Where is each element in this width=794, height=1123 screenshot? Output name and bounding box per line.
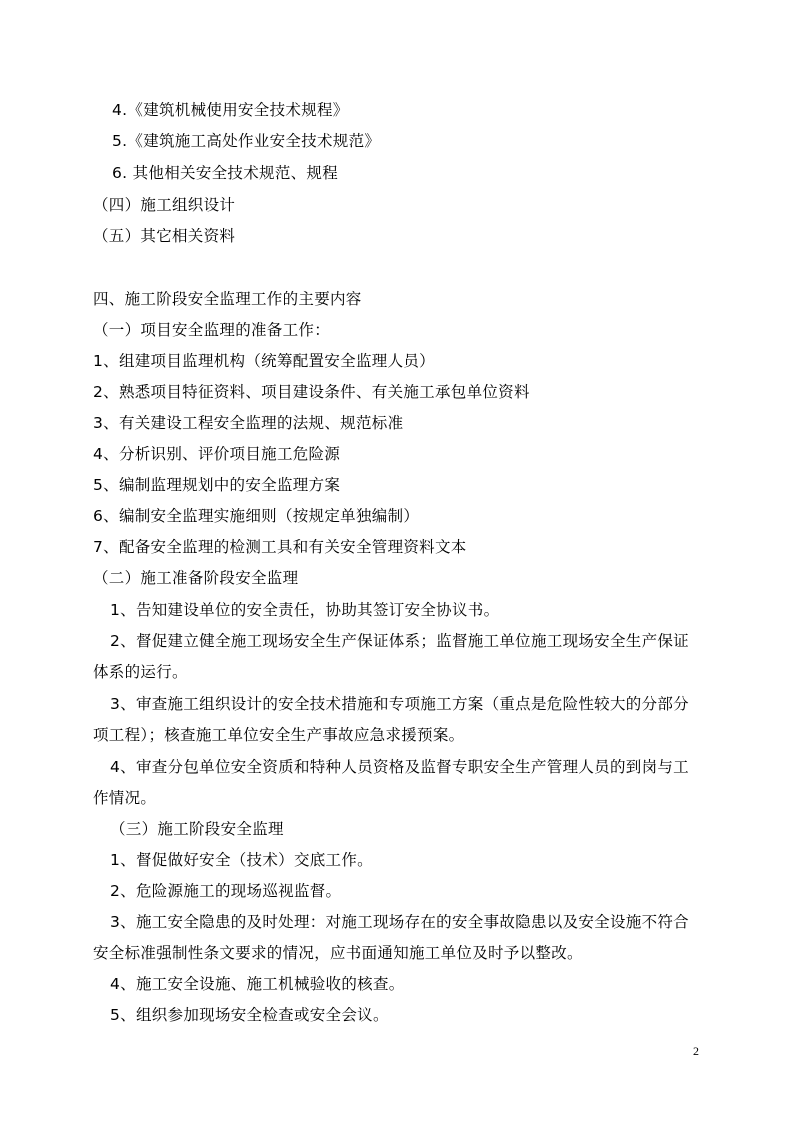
section-heading: （一）项目安全监理的准备工作： (93, 321, 331, 339)
text-line: 4、审查分包单位安全资质和特种人员资格及监督专职安全生产管理人员的到岗与工 (110, 758, 689, 776)
text-line: 4.《建筑机械使用安全技术规程》 (112, 101, 349, 119)
text-line: 2、危险源施工的现场巡视监督。 (110, 882, 342, 900)
page-number: 2 (693, 1044, 699, 1058)
text-line: 安全标准强制性条文要求的情况，应书面通知施工单位及时予以整改。 (93, 944, 583, 962)
text-line: 作情况。 (93, 789, 157, 807)
text-line: 1、督促做好安全（技术）交底工作。 (110, 851, 373, 869)
section-heading: （三）施工阶段安全监理 (110, 820, 284, 838)
text-line: 2、熟悉项目特征资料、项目建设条件、有关施工承包单位资料 (93, 383, 530, 401)
text-line: 5、组织参加现场安全检查或安全会议。 (110, 1006, 389, 1024)
text-line: 4、施工安全设施、施工机械验收的核查。 (110, 975, 405, 993)
text-line: 2、督促建立健全施工现场安全生产保证体系；监督施工单位施工现场安全生产保证 (110, 632, 689, 650)
text-line: 1、告知建设单位的安全责任，协助其签订安全协议书。 (110, 601, 500, 619)
text-line: 项工程）；核查施工单位安全生产事故应急求援预案。 (93, 726, 465, 744)
text-line: 6. 其他相关安全技术规范、规程 (112, 164, 339, 182)
section-heading: （五）其它相关资料 (93, 227, 236, 245)
text-line: 体系的运行。 (93, 663, 188, 681)
text-line: 5、编制监理规划中的安全监理方案 (93, 476, 341, 494)
text-line: 1、组建项目监理机构（统筹配置安全监理人员） (93, 352, 435, 370)
text-line: 3、审查施工组织设计的安全技术措施和专项施工方案（重点是危险性较大的分部分 (110, 695, 689, 713)
text-line: 7、配备安全监理的检测工具和有关安全管理资料文本 (93, 538, 467, 556)
section-heading: （四）施工组织设计 (93, 196, 236, 214)
text-line: 3、有关建设工程安全监理的法规、规范标准 (93, 414, 404, 432)
text-line: 6、编制安全监理实施细则（按规定单独编制） (93, 507, 420, 525)
chapter-heading: 四、施工阶段安全监理工作的主要内容 (93, 290, 362, 308)
text-line: 5.《建筑施工高处作业安全技术规范》 (112, 132, 381, 150)
text-line: 3、施工安全隐患的及时处理：对施工现场存在的安全事故隐患以及安全设施不符合 (110, 913, 689, 931)
text-line: 4、分析识别、评价项目施工危险源 (93, 445, 341, 463)
section-heading: （二）施工准备阶段安全监理 (93, 569, 299, 587)
